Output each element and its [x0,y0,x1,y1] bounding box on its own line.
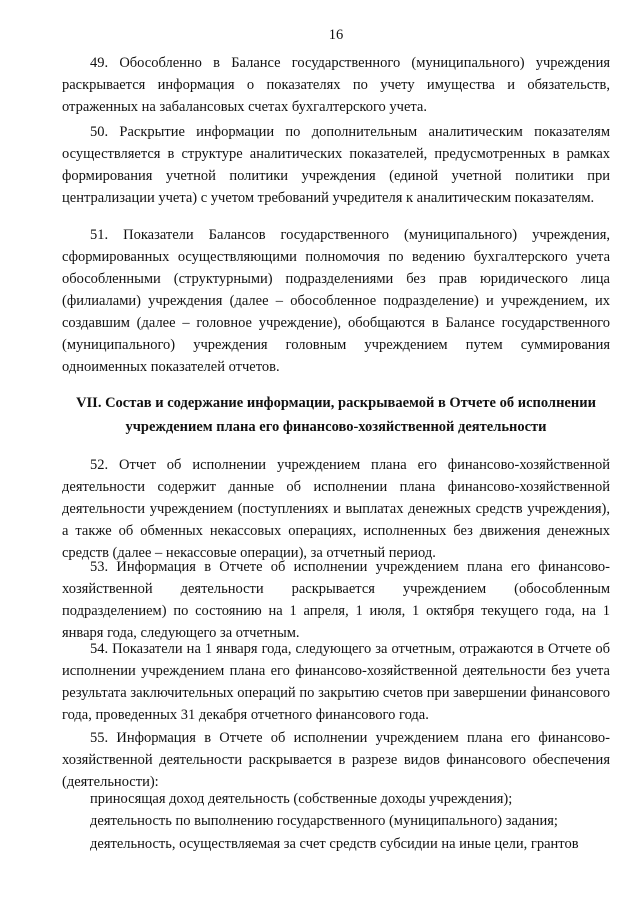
paragraph-53: 53. Информация в Отчете об исполнении учреждением плана его финансово-хозяйственной деятельности раскрывается учреждением (обособленным подразделением) по состоянию на 1 апреля, 1 июля, 1 октября текущего года, на 1 января года, следующего за отчетным. [62,559,610,641]
list-item: деятельность по выполнению государственного (муниципального) задания; [90,813,558,829]
section-heading: VII. Состав и содержание информации, раскрываемой в Отчете об исполнении учреждением плана его финансово-хозяйственной деятельности [76,395,596,435]
paragraph-54: 54. Показатели на 1 января года, следующего за отчетным, отражаются в Отчете об исполнении учреждением плана его финансово-хозяйственной деятельности без учета результата заключительных операций по закрытию счетов при завершении финансового года, проведенных 31 декабря отчетного финансового года. [62,641,610,723]
list-item: приносящая доход деятельность (собственные доходы учреждения); [90,791,513,807]
list-item: деятельность, осуществляемая за счет средств субсидии на иные цели, грантов [90,836,579,852]
paragraph-52: 52. Отчет об исполнении учреждением плана его финансово-хозяйственной деятельности содержит данные об исполнении плана финансово-хозяйственной деятельности учреждением (поступлениях и выплатах денежных средств учреждения), а также об обменных некассовых операциях, исполненных без движения денежных средств (далее – некассовые операции), за отчетный период. [62,457,610,561]
paragraph-55: 55. Информация в Отчете об исполнении учреждением плана его финансово-хозяйственной деятельности раскрывается в разрезе видов финансового обеспечения (деятельности): [62,730,610,790]
page-number: 16 [328,27,344,43]
paragraph-50: 50. Раскрытие информации по дополнительным аналитическим показателям осуществляется в структуре аналитических показателей, предусмотренных в рамках формирования учетной политики учреждения (единой учетной политики при централизации учета) с учетом требований учредителя к аналитическим показателям. [62,124,610,206]
paragraph-51: 51. Показатели Балансов государственного (муниципального) учреждения, сформированных осуществляющими полномочия по ведению бухгалтерского учета обособленными (структурными) подразделениями без прав юридического лица (филиалами) учреждения (далее – обособленное подразделение) и учреждением, их создавшим (далее – головное учреждение), обобщаются в Балансе государственного (муниципального) учреждения головным учреждением путем суммирования одноименных показателей отчетов. [62,227,610,375]
paragraph-49: 49. Обособленно в Балансе государственного (муниципального) учреждения раскрывается информация о показателях по учету имущества и обязательств, отраженных на забалансовых счетах бухгалтерского учета. [62,55,610,115]
